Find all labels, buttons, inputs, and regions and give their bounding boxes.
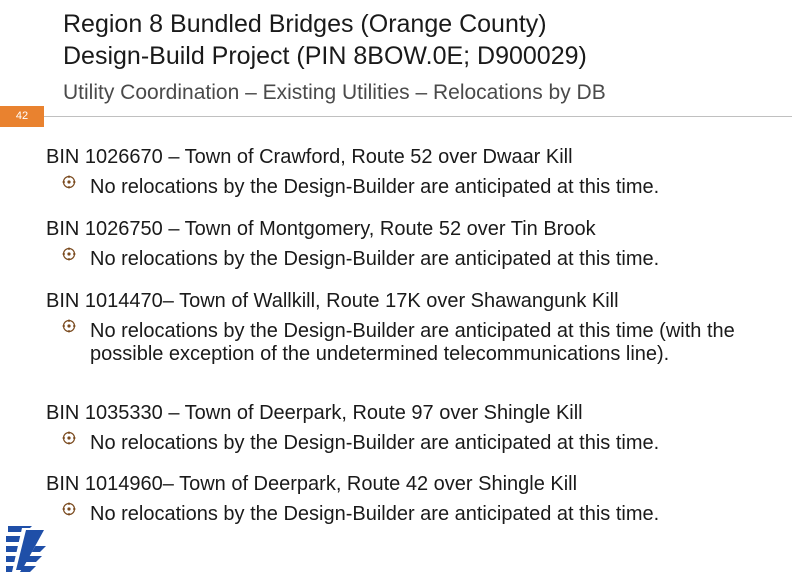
ornamental-bullet-icon — [62, 319, 76, 333]
bridge-bin-heading: BIN 1014960– Town of Deerpark, Route 42 over Shingle Kill — [46, 473, 578, 495]
divider-line — [0, 116, 792, 117]
nysdot-logo-icon — [2, 522, 50, 574]
bridge-bin-heading: BIN 1026670 – Town of Crawford, Route 52 over Dwaar Kill — [46, 146, 573, 168]
ornamental-bullet-icon — [62, 247, 76, 261]
bridge-bin-heading: BIN 1026750 – Town of Montgomery, Route 52 over Tin Brook — [46, 218, 596, 240]
ornamental-bullet-icon — [62, 431, 76, 445]
bridge-relocation-note: No relocations by the Design-Builder are anticipated at this time. — [90, 248, 660, 270]
bridge-bin-heading: BIN 1035330 – Town of Deerpark, Route 97 over Shingle Kill — [46, 402, 583, 424]
bridge-relocation-note: No relocations by the Design-Builder are anticipated at this time. — [90, 503, 660, 525]
ornamental-bullet-icon — [62, 175, 76, 189]
bridge-relocation-note: No relocations by the Design-Builder are anticipated at this time (with the possible exception of the undetermined telecommunications line). — [90, 320, 735, 365]
bridge-bin-heading: BIN 1014470– Town of Wallkill, Route 17K over Shawangunk Kill — [46, 290, 619, 312]
slide-subtitle: Utility Coordination – Existing Utilities – Relocations by DB — [63, 81, 606, 104]
slide-number-badge: 42 — [0, 106, 44, 127]
title-line-1: Region 8 Bundled Bridges (Orange County) — [63, 10, 547, 38]
title-line-2: Design-Build Project (PIN 8BOW.0E; D900029) — [63, 42, 587, 70]
ornamental-bullet-icon — [62, 502, 76, 516]
slide-title — [63, 8, 783, 72]
bridge-relocation-note: No relocations by the Design-Builder are anticipated at this time. — [90, 176, 660, 198]
bridge-relocation-note: No relocations by the Design-Builder are anticipated at this time. — [90, 432, 660, 454]
header-divider — [0, 106, 792, 127]
